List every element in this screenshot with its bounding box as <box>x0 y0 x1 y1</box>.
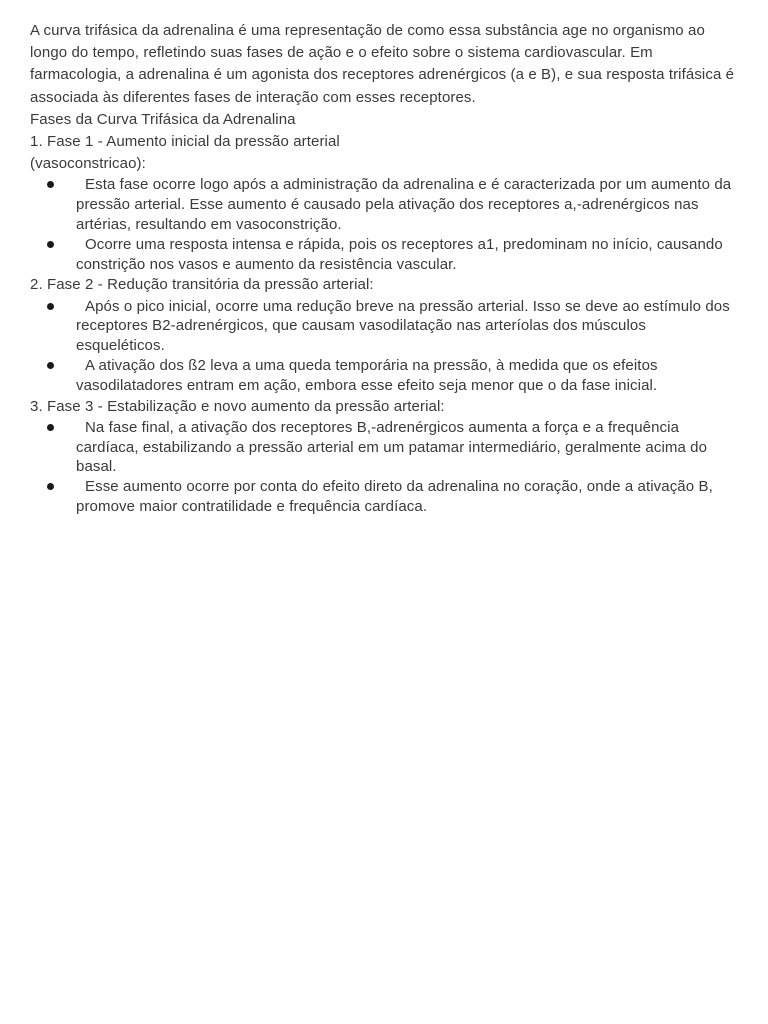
list-item <box>30 297 738 356</box>
bullet-icon <box>47 362 54 369</box>
bullet-text: Esta fase ocorre logo após a administração da adrenalina e é caracterizada por um aumento da pressão arterial. Esse aumento é causado pela ativação dos receptores a,-adrenérgicos nas artérias, resultando em vasoconstrição. <box>76 176 732 234</box>
section-heading: Fases da Curva Trifásica da Adrenalina <box>30 110 296 128</box>
bullet-icon <box>47 303 54 310</box>
phase-1-bullets <box>30 175 738 274</box>
bullet-text: Após o pico inicial, ocorre uma redução breve na pressão arterial. Isso se deve ao estímulo dos receptores B2-adrenérgicos, que causam vasodilatação nas arteríolas dos músculos esqueléticos. <box>76 297 730 355</box>
list-item <box>30 356 738 396</box>
list-item <box>30 477 738 517</box>
phase-2-title-line1: 2. Fase 2 - Redução transitória da pressão arterial: <box>30 276 374 294</box>
bullet-icon <box>47 483 54 490</box>
list-item <box>30 175 738 234</box>
bullet-text: A ativação dos ß2 leva a uma queda temporária na pressão, à medida que os efeitos vasodilatadores entram em ação, embora esse efeito seja menor que o da fase inicial. <box>76 357 658 394</box>
phase-3-bullets <box>30 418 738 517</box>
phase-3-title-line1: 3. Fase 3 - Estabilização e novo aumento da pressão arterial: <box>30 397 445 415</box>
bullet-icon <box>47 424 54 431</box>
bullet-icon <box>47 181 54 188</box>
phase-3-title <box>30 396 738 418</box>
list-item <box>30 418 738 477</box>
phase-1-title-line1: 1. Fase 1 - Aumento inicial da pressão arterial <box>30 133 340 151</box>
bullet-text: Esse aumento ocorre por conta do efeito direto da adrenalina no coração, onde a ativação B, promove maior contratilidade e frequência cardíaca. <box>76 478 713 515</box>
bullet-text: Na fase final, a ativação dos receptores B,-adrenérgicos aumenta a força e a frequência cardíaca, estabilizando a pressão arterial em um patamar intermediário, geralmente acima do basal. <box>76 418 708 476</box>
phase-2-bullets <box>30 297 738 396</box>
list-item <box>30 235 738 275</box>
bullet-text: Ocorre uma resposta intensa e rápida, pois os receptores a1, predominam no início, causando constrição nos vasos e aumento da resistência vascular. <box>76 235 723 273</box>
phase-1-title-line2: (vasoconstricao): <box>30 155 146 173</box>
phase-2-title <box>30 274 738 296</box>
phase-1-title <box>30 131 738 175</box>
bullet-icon <box>47 241 54 248</box>
intro-paragraph: A curva trifásica da adrenalina é uma representação de como essa substância age no organismo ao longo do tempo, refletindo suas fases de ação e o efeito sobre o sistema cardiovascular. Em farmacologia, a adrenalina é um agonista dos receptores adrenérgicos (a e B), e sua resposta trifásica é associada às diferentes fases de interação com esses receptores. <box>30 22 735 106</box>
